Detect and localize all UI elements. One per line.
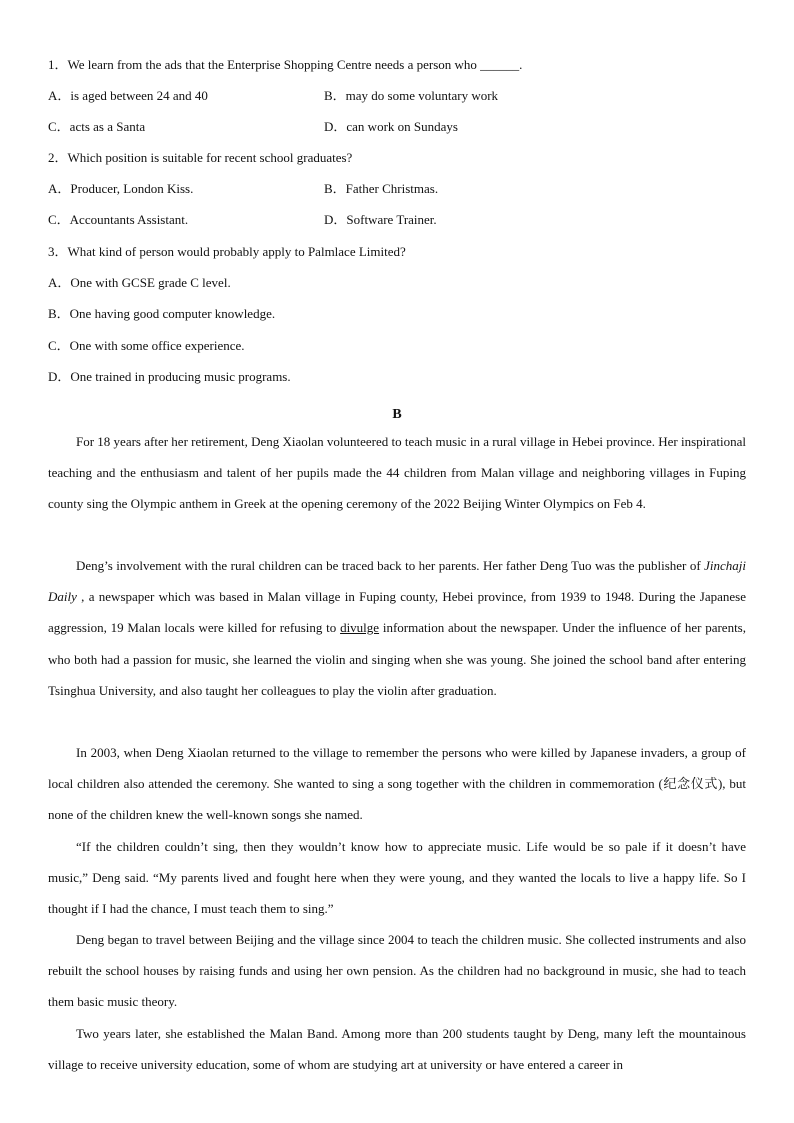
question-3-option-d: D．One trained in producing music programs.	[48, 369, 291, 384]
question-1-option-a: A．is aged between 24 and 40	[48, 88, 208, 103]
paragraph-2-text-a: Deng’s involvement with the rural children can be traced back to her parents. Her father Deng Tuo was the publisher of	[76, 558, 705, 573]
underlined-keyword: divulge	[340, 620, 380, 636]
question-1-option-b: B．may do some voluntary work	[324, 88, 499, 103]
question-3-option-b: B．One having good computer knowledge.	[48, 306, 276, 321]
passage-paragraph-5: Deng began to travel between Beijing and the village since 2004 to teach the children music. She collected instruments and also rebuilt the school houses by raising funds and using her own pension. As the children had no background in music, she had to teach them basic music theory.	[48, 932, 746, 1010]
question-3-option-a: A．One with GCSE grade C level.	[48, 275, 231, 290]
section-heading: B	[392, 407, 402, 422]
newspaper-title: Jinchaji Daily	[48, 558, 746, 605]
question-2-option-b: B．Father Christmas.	[324, 181, 439, 196]
paragraph-2-text-c: information about the newspaper. Under the influence of her parents, who both had a passion for music, she learned the violin and singing when she was young. She joined the school band after entering Tsinghua University, and also taught her colleagues to play the violin after graduation.	[48, 620, 746, 698]
question-1-option-c: C．acts as a Santa	[48, 119, 146, 134]
question-2-option-d: D．Software Trainer.	[324, 212, 437, 227]
question-3-stem: 3．What kind of person would probably apply to Palmlace Limited?	[48, 244, 406, 259]
paragraph-2-text-b: , a newspaper which was based in Malan village in Fuping county, Hebei province, from 1939 to 1948. During the Japanese aggression, 19 Malan locals were killed for refusing to	[48, 589, 746, 636]
question-1-stem: 1．We learn from the ads that the Enterprise Shopping Centre needs a person who ______.	[48, 57, 523, 72]
passage-paragraph-3: In 2003, when Deng Xiaolan returned to the village to remember the persons who were killed by Japanese invaders, a group of local children also attended the ceremony. She wanted to sing a song together with the children in commemoration (纪念仪式), but none of the children knew the well-known songs she named.	[48, 745, 746, 823]
passage-paragraph-6: Two years later, she established the Malan Band. Among more than 200 students taught by Deng, many left the mountainous village to receive university education, some of whom are studying art at university or have entered a career in	[48, 1026, 746, 1073]
passage-paragraph-4: “If the children couldn’t sing, then they wouldn’t know how to appreciate music. Life would be so pale if it doesn’t have music,” Deng said. “My parents lived and fought here when they were young, and they wanted the locals to live a happy life. So I thought if I had the chance, I must teach them to sing.”	[48, 839, 746, 917]
question-2-stem: 2．Which position is suitable for recent school graduates?	[48, 150, 353, 165]
passage-paragraph-1: For 18 years after her retirement, Deng Xiaolan volunteered to teach music in a rural village in Hebei province. Her inspirational teaching and the enthusiasm and talent of her pupils made the 44 children from Malan village and neighboring villages in Fuping county sing the Olympic anthem in Greek at the opening ceremony of the 2022 Beijing Winter Olympics on Feb 4.	[48, 434, 746, 512]
question-2-option-a: A．Producer, London Kiss.	[48, 181, 194, 196]
question-2-option-c: C．Accountants Assistant.	[48, 212, 189, 227]
question-3-option-c: C．One with some office experience.	[48, 338, 245, 353]
passage-paragraph-2	[48, 550, 746, 706]
question-1-option-d: D．can work on Sundays	[324, 119, 458, 134]
